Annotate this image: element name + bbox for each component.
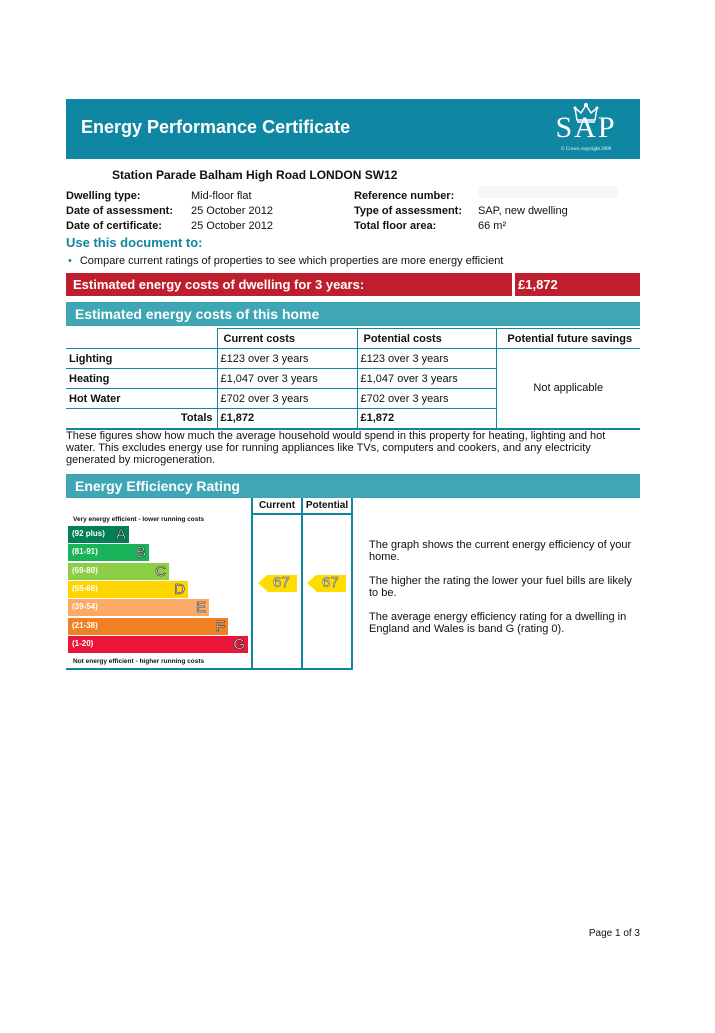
date-assessment-value: 25 October 2012 [191, 205, 273, 217]
rating-band-f [68, 618, 228, 635]
dwelling-type-value: Mid-floor flat [191, 190, 252, 202]
band-range: (81-91) [72, 547, 98, 557]
costs-header-row [66, 329, 640, 349]
band-range: (55-68) [72, 583, 98, 593]
crown-copyright: © Crown copyright 2009 [560, 147, 612, 152]
lighting-current: £123 over 3 years [217, 349, 357, 369]
band-range: (92 plus) [72, 529, 105, 538]
top-caption: Very energy efficient - lower running costs [73, 516, 205, 523]
date-certificate-value: 25 October 2012 [191, 220, 273, 232]
use-document-heading: Use this document to: [66, 235, 203, 250]
totals-label: Totals [66, 409, 217, 429]
band-letter: G [233, 635, 245, 653]
estimated-cost-banner [66, 273, 640, 296]
reference-number-redacted [478, 186, 618, 198]
certificate-header [66, 99, 640, 159]
rating-divider-right [351, 498, 353, 670]
rating-explain-1: The graph shows the current energy efficiency of your home. [369, 539, 632, 563]
costs-table [66, 328, 640, 430]
floor-area-value: 66 m² [478, 220, 507, 232]
hot-water-potential: £702 over 3 years [357, 389, 496, 409]
page-number: Page 1 of 3 [588, 928, 640, 939]
potential-rating-value: 67 [322, 574, 339, 591]
current-rating-arrow [267, 575, 297, 592]
sap-letters: SAP [555, 111, 617, 144]
empty-header-cell [66, 329, 217, 349]
rating-divider-mid [301, 498, 303, 670]
lighting-potential: £123 over 3 years [357, 349, 496, 369]
certificate-title: Energy Performance Certificate [81, 117, 351, 137]
row-label-heating: Heating [66, 369, 217, 389]
rating-band-c [68, 563, 169, 580]
band-letter: F [215, 617, 225, 635]
rating-divider-left [251, 498, 253, 670]
band-range: (1-20) [72, 638, 94, 648]
band-letter: E [195, 599, 206, 617]
reference-label: Reference number: [354, 190, 455, 202]
band-letter: D [174, 580, 185, 598]
type-assessment-label: Type of assessment: [354, 205, 463, 217]
rating-band-e [68, 599, 209, 616]
use-document-bullet [68, 255, 503, 267]
row-label-hot-water: Hot Water [66, 389, 217, 409]
row-label-lighting: Lighting [66, 349, 217, 369]
col-potential-costs: Potential costs [357, 329, 496, 349]
band-range: (21-38) [72, 620, 98, 630]
sap-logo [546, 101, 626, 157]
type-assessment-value: SAP, new dwelling [478, 205, 568, 217]
rating-section-heading [66, 474, 640, 498]
bottom-caption: Not energy efficient - higher running costs [73, 658, 205, 665]
band-range: (69-80) [72, 565, 98, 575]
band-letter: C [155, 562, 166, 580]
bullet-text: Compare current ratings of properties to see which properties are more energy efficient [79, 255, 504, 267]
rating-explain-3: The average energy efficiency rating for a dwelling in England and Wales is band G (rating 0). [369, 611, 627, 635]
rating-bottom-line [66, 668, 353, 670]
date-certificate-label: Date of certificate: [66, 220, 162, 232]
rating-col-potential: Potential [305, 500, 349, 511]
property-address: Station Parade Balham High Road LONDON SW12 [112, 168, 398, 182]
floor-area-label: Total floor area: [354, 220, 437, 232]
table-row [66, 349, 640, 369]
savings-value: Not applicable [496, 349, 640, 429]
potential-rating-arrow [316, 575, 346, 592]
total-potential: £1,872 [357, 409, 496, 429]
rating-section-title: Energy Efficiency Rating [75, 478, 240, 494]
band-letter: A [115, 526, 126, 543]
current-rating-value: 67 [273, 574, 290, 591]
date-assessment-label: Date of assessment: [66, 205, 173, 217]
estimated-cost-label: Estimated energy costs of dwelling for 3 years: [73, 277, 365, 292]
col-potential-savings: Potential future savings [496, 329, 640, 349]
rating-header-line [251, 513, 353, 515]
costs-explanation: These figures show how much the average household would spend in this property for heating, lighting and hot water. This excludes energy use for running appliances like TVs, computers and cookers, and any electricity generated by microgeneration. [66, 430, 606, 466]
rating-band-g [68, 636, 248, 653]
rating-band-d [68, 581, 188, 598]
col-current-costs: Current costs [217, 329, 357, 349]
rating-explain-2: The higher the rating the lower your fuel bills are likely to be. [369, 575, 632, 599]
bullet-icon: • [68, 255, 72, 267]
band-letter: B [135, 544, 146, 562]
band-range: (39-54) [72, 602, 98, 612]
rating-band-b [68, 544, 149, 561]
estimated-cost-value: £1,872 [518, 277, 558, 292]
dwelling-type-label: Dwelling type: [66, 190, 141, 202]
costs-section-title: Estimated energy costs of this home [75, 306, 320, 322]
costs-section-heading [66, 302, 640, 326]
total-current: £1,872 [217, 409, 357, 429]
heating-potential: £1,047 over 3 years [357, 369, 496, 389]
banner-divider [512, 273, 515, 296]
hot-water-current: £702 over 3 years [217, 389, 357, 409]
heating-current: £1,047 over 3 years [217, 369, 357, 389]
rating-band-a [68, 526, 129, 543]
rating-col-current: Current [258, 500, 296, 511]
